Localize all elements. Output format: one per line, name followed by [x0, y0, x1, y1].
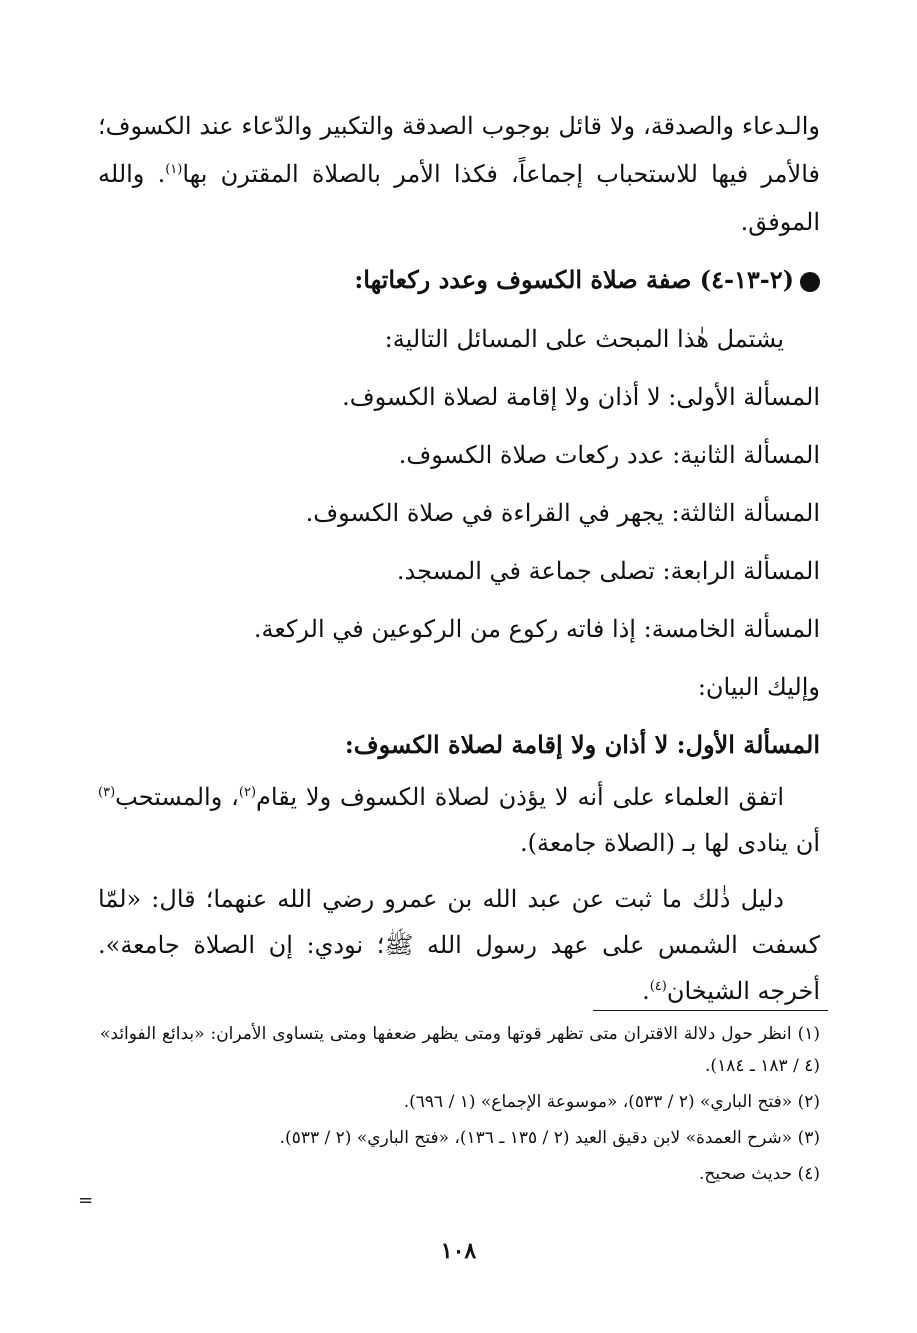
page-number: ١٠٨: [440, 1238, 477, 1264]
evidence-paragraph: [98, 876, 820, 1014]
issue-line-2: المسألة الثانية: عدد ركعات صلاة الكسوف.: [398, 441, 820, 469]
footnotes-section: [100, 1018, 820, 1190]
footnote-ref-4[interactable]: (٤): [649, 979, 667, 994]
footnote-text: «شرح العمدة» لابن دقيق العيد (٢ / ١٣٥ ـ ١٣٦)، «فتح الباري» (٢ / ٥٣٣).: [279, 1128, 793, 1148]
first-issue-heading: المسألة الأول: لا أذان ولا إقامة لصلاة الكسوف:: [344, 730, 820, 759]
footnote-text: انظر حول دلالة الاقتران متى تظهر قوتها ومتى يظهر ضعفها ومتى يتساوى الأمران: «بدائع الفوائد» (٤ / ١٨٣ ـ ١٨٤).: [100, 1024, 820, 1076]
agreement-text-part-3: أن ينادى لها بـ (الصلاة جامعة).: [519, 829, 820, 857]
continuation-mark: =: [78, 1190, 94, 1211]
footnote-number: (٢): [797, 1092, 820, 1112]
footnote-3: [100, 1122, 820, 1154]
footnote-1: [100, 1018, 820, 1082]
issues-intro: يشتمل هٰذا المبحث على المسائل التالية:: [384, 325, 784, 353]
agreement-text-part-2: ، والمستحب: [115, 783, 239, 811]
bullet-circle-icon: [800, 272, 820, 292]
section-heading: [98, 256, 820, 304]
footnote-number: (٣): [797, 1128, 820, 1148]
footnote-ref-2[interactable]: (٢): [238, 785, 257, 800]
evidence-text-part-1: دليل ذٰلك ما ثبت عن عبد الله بن عمرو رضي الله عنهما؛ قال: «لمّا كسفت الشمس على عهد رسول الله ﷺ؛ نودي: إن الصلاة جامعة». أخرجه الشيخان: [98, 885, 820, 1005]
issue-line-5: المسألة الخامسة: إذا فاته ركوع من الركوعين في الركعة.: [253, 615, 820, 643]
intro-paragraph: [98, 102, 820, 246]
intro-text-part-2: . والله الموفق.: [98, 160, 820, 236]
issue-line-3: المسألة الثالثة: يجهر في القراءة في صلاة الكسوف.: [305, 499, 820, 527]
issue-line-1: المسألة الأولى: لا أذان ولا إقامة لصلاة الكسوف.: [342, 383, 820, 411]
footnote-separator: [593, 1010, 828, 1011]
intro-text-part-1: والـدعاء والصدقة، ولا قائل بوجوب الصدقة والتكبير والدّعاء عند الكسوف؛ فالأمر فيها للاستحباب إجماعاً، فكذا الأمر بالصلاة المقترن بها: [98, 112, 820, 188]
statement-intro: وإليك البيان:: [697, 673, 820, 701]
main-text: [98, 102, 820, 1014]
section-heading-text: (٢-١٣-٤) صفة صلاة الكسوف وعدد ركعاتها:: [354, 265, 794, 294]
issue-line-4: المسألة الرابعة: تصلى جماعة في المسجد.: [396, 557, 820, 585]
evidence-text-part-2: .: [642, 977, 650, 1005]
footnote-2: [100, 1086, 820, 1118]
footnote-ref-3[interactable]: (٣): [98, 785, 116, 800]
footnote-ref-1[interactable]: (١): [165, 162, 183, 177]
footnote-number: (٤): [797, 1164, 820, 1184]
footnote-text: «فتح الباري» (٢ / ٥٣٣)، «موسوعة الإجماع» (١ / ٦٩٦).: [403, 1092, 793, 1112]
footnote-4: [100, 1158, 820, 1190]
agreement-text-part-1: اتفق العلماء على أنه لا يؤذن لصلاة الكسوف ولا يقام: [256, 783, 784, 811]
agreement-paragraph: [98, 774, 820, 866]
footnote-text: حديث صحيح.: [698, 1164, 793, 1184]
footnote-number: (١): [797, 1024, 820, 1044]
